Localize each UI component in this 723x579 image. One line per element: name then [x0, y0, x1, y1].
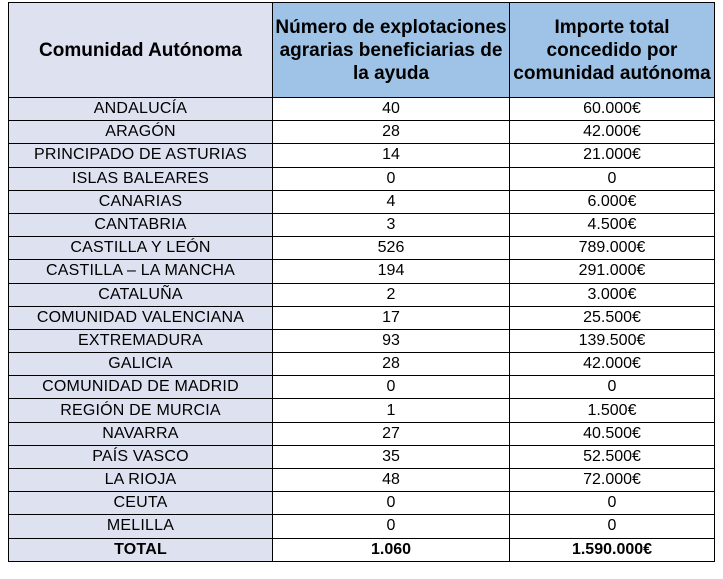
table-row — [9, 376, 715, 399]
table-row — [9, 399, 715, 422]
cell-explotaciones: 0 — [273, 492, 510, 515]
table-row — [9, 190, 715, 213]
cell-importe: 42.000€ — [510, 121, 715, 144]
table-row — [9, 329, 715, 352]
table-row — [9, 98, 715, 121]
cell-comunidad: COMUNIDAD DE MADRID — [9, 376, 273, 399]
cell-comunidad: ISLAS BALEARES — [9, 167, 273, 190]
total-label: TOTAL — [9, 538, 273, 561]
cell-comunidad: MELILLA — [9, 515, 273, 538]
cell-comunidad: COMUNIDAD VALENCIANA — [9, 306, 273, 329]
cell-comunidad: REGIÓN DE MURCIA — [9, 399, 273, 422]
table-row — [9, 422, 715, 445]
cell-comunidad: PRINCIPADO DE ASTURIAS — [9, 144, 273, 167]
table-row — [9, 237, 715, 260]
header-importe: Importe total concedido por comunidad autónoma — [510, 3, 715, 98]
cell-importe: 21.000€ — [510, 144, 715, 167]
cell-importe: 25.500€ — [510, 306, 715, 329]
cell-comunidad: CASTILLA Y LEÓN — [9, 237, 273, 260]
table-row — [9, 167, 715, 190]
cell-comunidad: CANTABRIA — [9, 213, 273, 236]
cell-explotaciones: 3 — [273, 213, 510, 236]
cell-importe: 0 — [510, 515, 715, 538]
table-header — [9, 3, 715, 98]
cell-explotaciones: 2 — [273, 283, 510, 306]
cell-explotaciones: 4 — [273, 190, 510, 213]
cell-explotaciones: 35 — [273, 445, 510, 468]
table-row — [9, 492, 715, 515]
table-row — [9, 144, 715, 167]
total-importe: 1.590.000€ — [510, 538, 715, 561]
table-row — [9, 121, 715, 144]
cell-importe: 52.500€ — [510, 445, 715, 468]
table-row — [9, 445, 715, 468]
cell-comunidad: ARAGÓN — [9, 121, 273, 144]
cell-importe: 0 — [510, 376, 715, 399]
cell-importe: 60.000€ — [510, 98, 715, 121]
table-row — [9, 213, 715, 236]
header-comunidad: Comunidad Autónoma — [9, 3, 273, 98]
table-row — [9, 260, 715, 283]
cell-importe: 0 — [510, 167, 715, 190]
cell-explotaciones: 27 — [273, 422, 510, 445]
cell-importe: 789.000€ — [510, 237, 715, 260]
aid-table — [8, 2, 715, 562]
cell-explotaciones: 48 — [273, 469, 510, 492]
cell-explotaciones: 28 — [273, 353, 510, 376]
cell-importe: 40.500€ — [510, 422, 715, 445]
cell-explotaciones: 28 — [273, 121, 510, 144]
cell-explotaciones: 93 — [273, 329, 510, 352]
header-row — [9, 3, 715, 98]
total-row — [9, 538, 715, 561]
cell-explotaciones: 0 — [273, 167, 510, 190]
cell-importe: 72.000€ — [510, 469, 715, 492]
header-explotaciones: Número de explotaciones agrarias beneficiarias de la ayuda — [273, 3, 510, 98]
cell-explotaciones: 40 — [273, 98, 510, 121]
cell-explotaciones: 1 — [273, 399, 510, 422]
cell-explotaciones: 17 — [273, 306, 510, 329]
cell-importe: 0 — [510, 492, 715, 515]
cell-comunidad: PAÍS VASCO — [9, 445, 273, 468]
cell-explotaciones: 0 — [273, 376, 510, 399]
table-body — [9, 98, 715, 562]
cell-explotaciones: 14 — [273, 144, 510, 167]
cell-comunidad: ANDALUCÍA — [9, 98, 273, 121]
cell-explotaciones: 526 — [273, 237, 510, 260]
cell-comunidad: GALICIA — [9, 353, 273, 376]
cell-importe: 4.500€ — [510, 213, 715, 236]
cell-explotaciones: 194 — [273, 260, 510, 283]
table-row — [9, 306, 715, 329]
total-explotaciones: 1.060 — [273, 538, 510, 561]
cell-importe: 139.500€ — [510, 329, 715, 352]
cell-comunidad: CEUTA — [9, 492, 273, 515]
cell-importe: 1.500€ — [510, 399, 715, 422]
cell-importe: 3.000€ — [510, 283, 715, 306]
cell-importe: 42.000€ — [510, 353, 715, 376]
cell-importe: 6.000€ — [510, 190, 715, 213]
table-row — [9, 283, 715, 306]
cell-explotaciones: 0 — [273, 515, 510, 538]
cell-importe: 291.000€ — [510, 260, 715, 283]
cell-comunidad: LA RIOJA — [9, 469, 273, 492]
cell-comunidad: NAVARRA — [9, 422, 273, 445]
table-row — [9, 469, 715, 492]
table-row — [9, 353, 715, 376]
table-row — [9, 515, 715, 538]
cell-comunidad: CATALUÑA — [9, 283, 273, 306]
cell-comunidad: CANARIAS — [9, 190, 273, 213]
cell-comunidad: EXTREMADURA — [9, 329, 273, 352]
cell-comunidad: CASTILLA – LA MANCHA — [9, 260, 273, 283]
